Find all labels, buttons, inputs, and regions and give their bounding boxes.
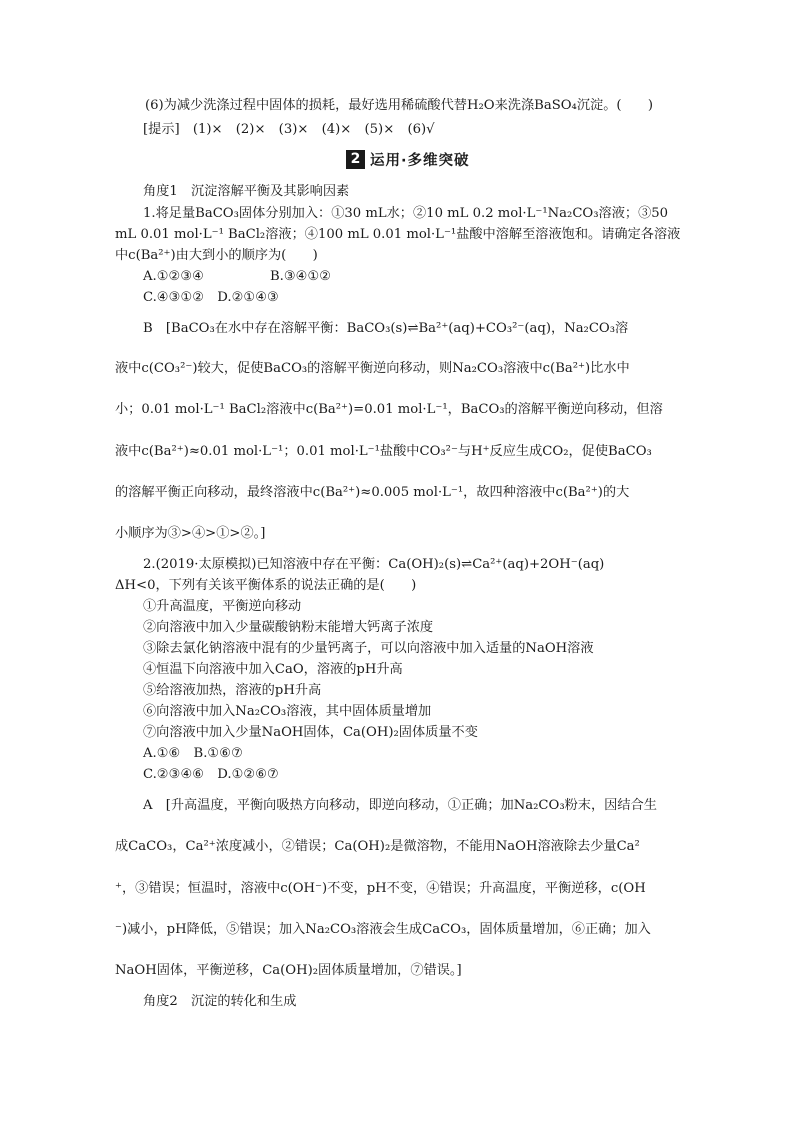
q2-line-2: ΔH<0，下列有关该平衡体系的说法正确的是( ) [115,578,417,593]
q1-answer-line-3: 小；0.01 mol·L⁻¹ BaCl₂溶液中c(Ba²⁺)=0.01 mol·L⁻¹，BaCO₃的溶解平衡逆向移动，但溶 [115,402,663,417]
q2-answer-line-4: ⁻)减小，pH降低，⑤错误；加入Na₂CO₃溶液会生成CaCO₃，固体质量增加，⑥正确；加入 [115,922,651,937]
section-heading [346,148,470,170]
q2-statement-6: ⑥向溶液中加入Na₂CO₃溶液，其中固体质量增加 [143,704,432,719]
q2-statement-2: ②向溶液中加入少量碳酸钠粉末能增大钙离子浓度 [143,620,434,635]
q1-answer-line-5: 的溶解平衡正向移动，最终溶液中c(Ba²⁺)≈0.005 mol·L⁻¹，故四种溶液中c(Ba²⁺)的大 [115,485,630,500]
q1-line-1: 1.将足量BaCO₃固体分别加入：①30 mL水；②10 mL 0.2 mol·L⁻¹Na₂CO₃溶液；③50 [143,206,669,221]
q2-line-1: 2.(2019·太原模拟)已知溶液中存在平衡：Ca(OH)₂(s)⇌Ca²⁺(aq)+2OH⁻(aq) [143,557,605,572]
section-title: 运用·多维突破 [370,152,470,169]
q1-answer-line-2: 液中c(CO₃²⁻)较大，促使BaCO₃的溶解平衡逆向移动，则Na₂CO₃溶液中c(Ba²⁺)比水中 [115,361,630,376]
q1-line-2: mL 0.01 mol·L⁻¹ BaCl₂溶液；④100 mL 0.01 mol·L⁻¹盐酸中溶解至溶液饱和。请确定各溶液 [115,227,681,242]
q2-options-cd: C.②③④⑥ D.①②⑥⑦ [143,767,279,782]
q1-answer-line-4: 液中c(Ba²⁺)≈0.01 mol·L⁻¹；0.01 mol·L⁻¹盐酸中CO₃²⁻与H⁺反应生成CO₂，促使BaCO₃ [115,444,652,459]
q2-statement-1: ①升高温度，平衡逆向移动 [143,599,302,614]
q2-statement-4: ④恒温下向溶液中加入CaO，溶液的pH升高 [143,662,403,677]
q1-answer-line-6: 小顺序为③>④>①>②。] [115,526,266,541]
question-6-line: (6)为减少洗涤过程中固体的损耗，最好选用稀硫酸代替H₂O来洗涤BaSO₄沉淀。( ) [145,98,654,113]
q2-answer-line-3: ⁺，③错误；恒温时，溶液中c(OH⁻)不变，pH不变，④错误；升高温度，平衡逆移，c(OH [115,881,646,896]
q2-answer-line-2: 成CaCO₃，Ca²⁺浓度减小，②错误；Ca(OH)₂是微溶物，不能用NaOH溶液除去少量Ca² [115,839,640,854]
angle-2-heading: 角度2 沉淀的转化和生成 [143,994,297,1009]
q2-statement-7: ⑦向溶液中加入少量NaOH固体，Ca(OH)₂固体质量不变 [143,725,478,740]
q1-answer-line-1: B [BaCO₃在水中存在溶解平衡：BaCO₃(s)⇌Ba²⁺(aq)+CO₃²⁻(aq)，Na₂CO₃溶 [143,321,629,336]
q2-answer-line-5: NaOH固体，平衡逆移，Ca(OH)₂固体质量增加，⑦错误。] [115,963,462,978]
q1-options-cd: C.④③①② D.②①④③ [143,290,279,305]
q2-options-ab: A.①⑥ B.①⑥⑦ [143,746,243,761]
q2-answer-line-1: A [升高温度，平衡向吸热方向移动，即逆向移动，①正确；加Na₂CO₃粉末，因结合生 [143,798,657,813]
hint-line: [提示] (1)× (2)× (3)× (4)× (5)× (6)√ [143,122,435,137]
section-number-badge: 2 [346,150,365,169]
angle-1-heading: 角度1 沉淀溶解平衡及其影响因素 [143,184,350,199]
q2-statement-3: ③除去氯化钠溶液中混有的少量钙离子，可以向溶液中加入适量的NaOH溶液 [143,641,594,656]
q1-options-ab: A.①②③④ B.③④①② [143,269,332,284]
q2-statement-5: ⑤给溶液加热，溶液的pH升高 [143,683,322,698]
q1-line-3: 中c(Ba²⁺)由大到小的顺序为( ) [115,248,318,263]
